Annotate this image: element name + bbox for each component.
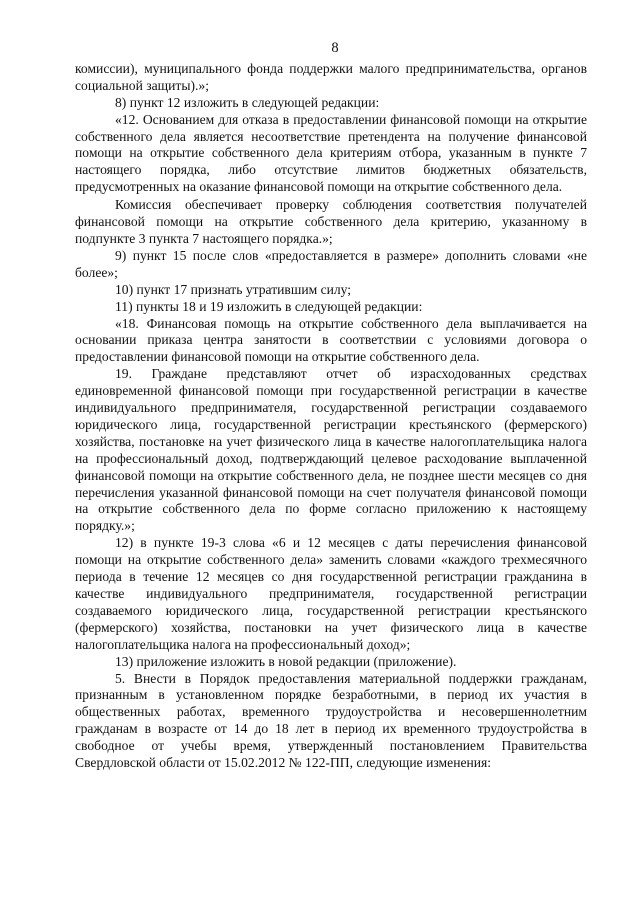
paragraph-point-12: «12. Основанием для отказа в предоставлении финансовой помощи на открытие собственного дела является несоответствие претендента на получение финансовой помощи на открытие собственного дела критериям отбора, указанным в пункте 7 настоящего порядка, либо отсутствие лимитов бюджетных обязательств, предусмотренных на оказание финансовой помощи на открытие собственного дела. [75, 111, 587, 195]
paragraph-continuation: комиссии), муниципального фонда поддержки малого предпринимательства, органов социальной защиты).»; [75, 60, 587, 93]
paragraph-item-9: 9) пункт 15 после слов «предоставляется в размере» дополнить словами «не более»; [75, 247, 587, 280]
paragraph-item-10: 10) пункт 17 признать утратившим силу; [115, 281, 352, 297]
paragraph-commission-check: Комиссия обеспечивает проверку соблюдения соответствия получателей финансовой помощи на открытие собственного дела критерию, указанному в подпункте 3 пункта 7 настоящего порядка.»; [75, 197, 587, 246]
paragraph-point-18: «18. Финансовая помощь на открытие собственного дела выплачивается на основании приказа центра занятости в соответствии с условиями договора о предоставлении финансовой помощи на открытие собственного дела. [75, 315, 587, 365]
paragraph-item-12: 12) в пункте 19-3 слова «6 и 12 месяцев с даты перечисления финансовой помощи на открытие собственного дела» заменить словами «каждого трехмесячного периода в течение 12 месяцев со дня государственной регистрации гражданина в качестве индивидуального предпринимателя, государственной регистрации создаваемого юридического лица, государственной регистрации крестьянского (фермерского) хозяйства, постановки на учет физического лица в качестве налогоплательщика налога на профессиональный доход»; [75, 535, 587, 652]
paragraph-item-13: 13) приложение изложить в новой редакции (приложение). [115, 653, 457, 669]
paragraph-point-19: 19. Граждане представляют отчет об израсходованных средствах единовременной финансовой помощи при государственной регистрации в качестве индивидуального предпринимателя, государственной регистрации создаваемого юридического лица, государственной регистрации крестьянского (фермерского) хозяйства, постановке на учет физического лица в качестве налогоплательщика налога на профессиональный доход, подтверждающий целевое расходование выплаченной финансовой помощи на открытие собственного дела, не позднее шести месяцев со дня перечисления указанной финансовой помощи на счет получателя финансовой помощи на открытие собственного дела по форме согласно приложению к настоящему порядку.»; [75, 366, 587, 534]
paragraph-item-11: 11) пункты 18 и 19 изложить в следующей редакции: [115, 298, 423, 314]
paragraph-section-5: 5. Внести в Порядок предоставления материальной поддержки гражданам, признанным в установленном порядке безработными, в период их участия в общественных работах, временного трудоустройства и несовершеннолетним гражданам в возрасте от 14 до 18 лет в период их временного трудоустройства в свободное от учебы время, утвержденный постановлением Правительства Свердловской области от 15.02.2012 № 122-ПП, следующие изменения: [75, 670, 587, 771]
paragraph-item-8: 8) пункт 12 изложить в следующей редакции: [115, 94, 380, 110]
page-number: 8 [331, 40, 339, 56]
